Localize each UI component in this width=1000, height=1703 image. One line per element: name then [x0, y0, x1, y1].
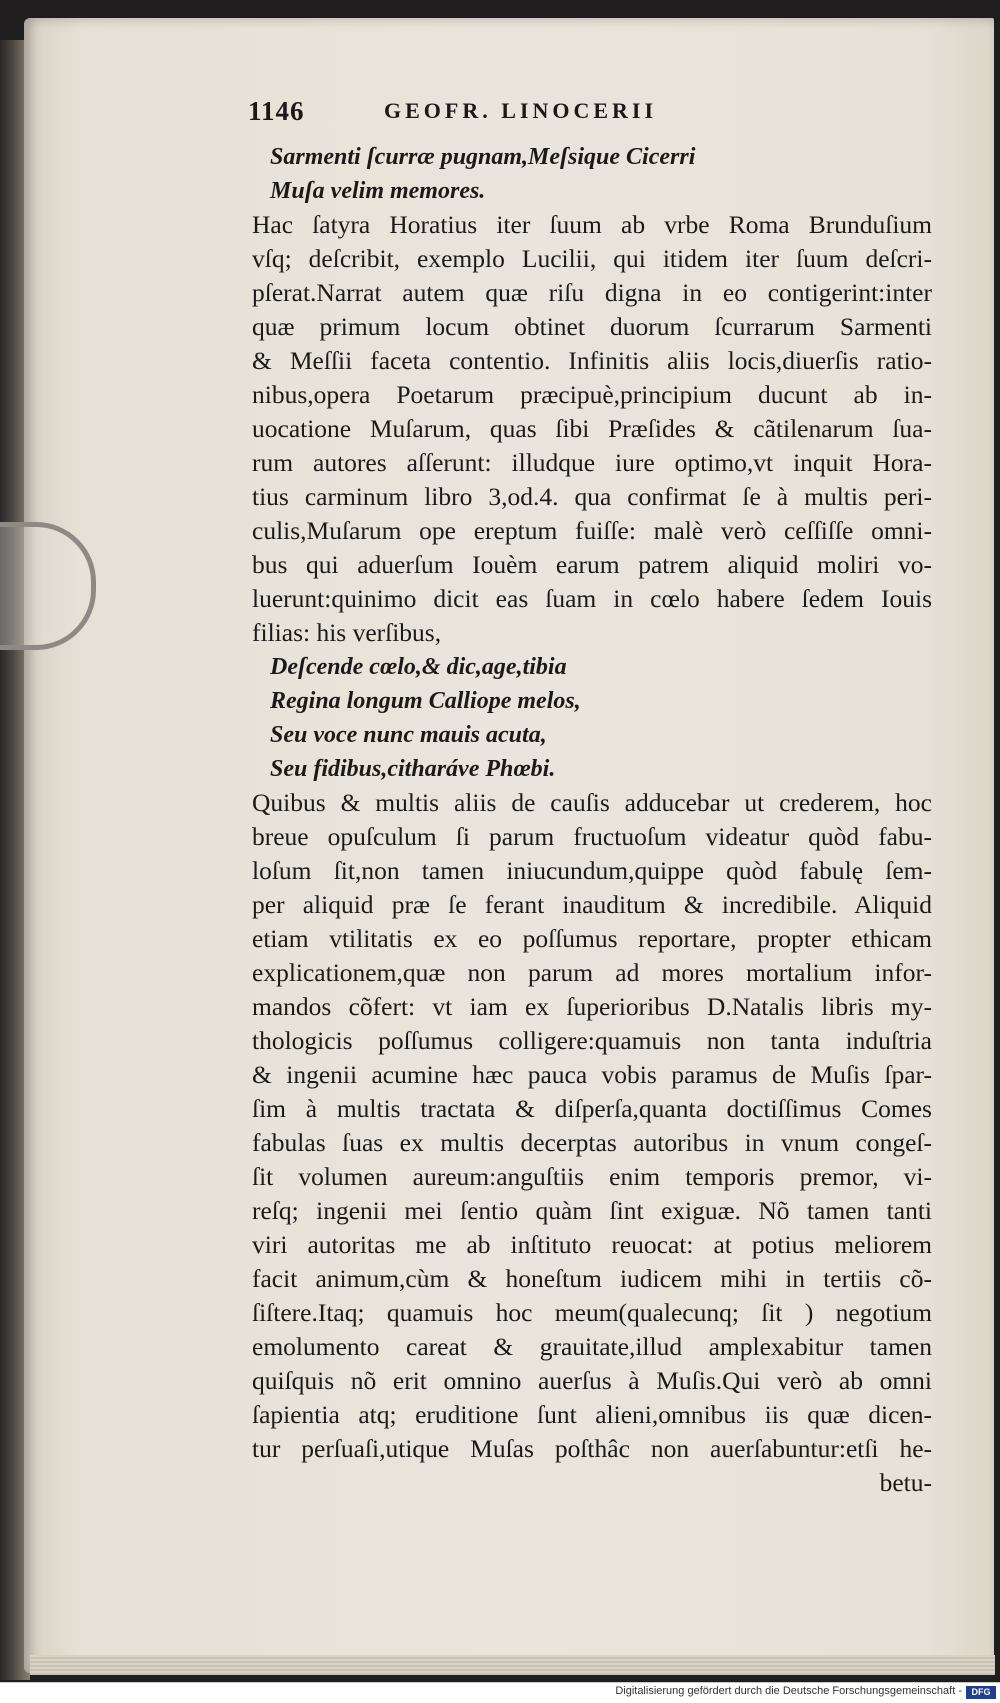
text-line: & ingenii acumine hæc pauca vobis paramus de Muſis ſpar-	[252, 1060, 932, 1089]
funding-credit: Digitalisierung gefördert durch die Deutsche Forschungsgemeinschaft -	[615, 1685, 962, 1697]
text-line: ſim à multis tractata & diſperſa,quanta doctiſſimus Comes	[252, 1094, 932, 1123]
text-line: vſq; deſcribit, exemplo Lucilii, qui itidem iter ſuum deſcri-	[252, 244, 932, 273]
text-line: quæ primum locum obtinet duorum ſcurrarum Sarmenti	[252, 312, 932, 341]
text-block	[252, 140, 932, 1500]
catchword: betu-	[879, 1468, 932, 1497]
dfg-logo: DFG	[966, 1686, 996, 1699]
text-line: Quibus & multis aliis de cauſis adducebar ut crederem, hoc	[252, 788, 932, 817]
text-line: bus qui aduerſum Iouèm earum patrem aliquid moliri vo-	[252, 550, 932, 579]
verse-line: Sarmenti ſcurræ pugnam,Meſsique Cicerri	[270, 144, 696, 170]
text-line: etiam vtilitatis ex eo poſſumus reportare, propter ethicam	[252, 924, 932, 953]
text-line: luerunt:quinimo dicit eas ſuam in cœlo habere ſedem Iouis	[252, 584, 932, 613]
running-title: GEOFR. LINOCERII	[384, 98, 658, 123]
text-line: per aliquid præ ſe ferant inauditum & incredibile. Aliquid	[252, 890, 932, 919]
text-line: ſit volumen aureum:anguſtiis enim temporis premor, vi-	[252, 1162, 932, 1191]
text-line: nibus,opera Poetarum præcipuè,principium ducunt ab in-	[252, 380, 932, 409]
text-line: pſerat.Narrat autem quæ riſu digna in eo contigerint:inter	[252, 278, 932, 307]
verse-line: Seu voce nunc mauis acuta,	[270, 722, 547, 748]
verse-line: Deſcende cœlo,& dic,age,tibia	[270, 654, 567, 680]
text-line: tur perſuaſi,utique Muſas poſthâc non auerſabuntur:etſi he-	[252, 1434, 932, 1463]
text-line: viri autoritas me ab inſtituto reuocat: at potius meliorem	[252, 1230, 932, 1259]
footer-bar	[0, 1682, 1000, 1703]
text-line: ſiſtere.Itaq; quamuis hoc meum(qualecunq; ſit ) negotium	[252, 1298, 932, 1327]
text-line: fabulas ſuas ex multis decerptas autoribus in vnum congeſ-	[252, 1128, 932, 1157]
text-line: tius carminum libro 3,od.4. qua confirmat ſe à multis peri-	[252, 482, 932, 511]
text-line: rum autores aſſerunt: illudque iure optimo,vt inquit Hora-	[252, 448, 932, 477]
text-line: uocatione Muſarum, quas ſibi Præſides & cãtilenarum ſua-	[252, 414, 932, 443]
verse-line: Seu fidibus,citharáve Phœbi.	[270, 756, 556, 782]
text-line: mandos cõfert: vt iam ex ſuperioribus D.Natalis libris my-	[252, 992, 932, 1021]
text-line: filias: his verſibus,	[252, 618, 442, 647]
page-number: 1146	[248, 96, 305, 126]
text-line: & Meſſii faceta contentio. Infinitis aliis locis,diuerſis ratio-	[252, 346, 932, 375]
text-line: emolumento careat & grauitate,illud amplexabitur tamen	[252, 1332, 932, 1361]
text-line: breue opuſculum ſi parum fructuoſum videatur quòd fabu-	[252, 822, 932, 851]
text-line: reſq; ingenii mei ſentio quàm ſint exiguæ. Nõ tamen tanti	[252, 1196, 932, 1225]
text-line: facit animum,cùm & honeſtum iudicem mihi in tertiis cõ-	[252, 1264, 932, 1293]
text-line: Hac ſatyra Horatius iter ſuum ab vrbe Roma Brunduſium	[252, 210, 932, 239]
page-edges	[30, 1655, 995, 1675]
verse-line: Muſa velim memores.	[270, 178, 486, 204]
text-line: loſum ſit,non tamen iniucundum,quippe quòd fabulę ſem-	[252, 856, 932, 885]
text-line: thologicis poſſumus colligere:quamuis non tanta induſtria	[252, 1026, 932, 1055]
text-line: quiſquis nõ erit omnino auerſus à Muſis.Qui verò ab omni	[252, 1366, 932, 1395]
text-line: culis,Muſarum ope ereptum fuiſſe: malè verò ceſſiſſe omni-	[252, 516, 932, 545]
verse-line: Regina longum Calliope melos,	[270, 688, 581, 714]
running-head	[248, 96, 808, 136]
text-line: explicationem,quæ non parum ad mores mortalium infor-	[252, 958, 932, 987]
text-line: ſapientia atq; eruditione ſunt alieni,omnibus iis quæ dicen-	[252, 1400, 932, 1429]
